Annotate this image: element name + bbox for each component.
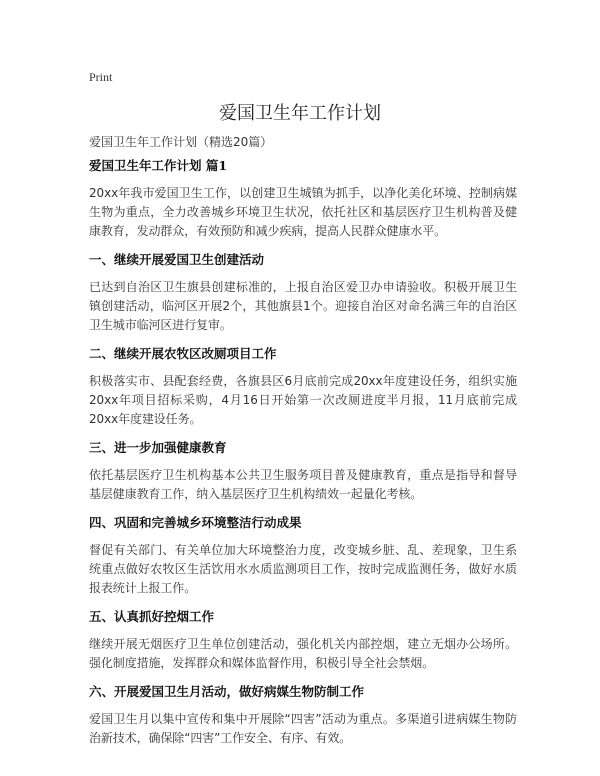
- section-body-5: 继续开展无烟医疗卫生单位创建活动，强化机关内部控烟，建立无烟办公场所。强化制度措施，发挥群众和媒体监督作用，积极引导全社会禁烟。: [89, 637, 517, 670]
- section-body-2: 积极落实市、县配套经费，各旗县区6月底前完成20xx年度建设任务，组织实施20xx年项目招标采购，4月16日开始第一次改厕进度半月报，11月底前完成20xx年度建设任务。: [89, 374, 517, 426]
- section-heading-3: 三、进一步加强健康教育: [89, 440, 227, 455]
- section-heading-4: 四、巩固和完善城乡环境整洁行动成果: [89, 515, 302, 530]
- section-heading-1: 一、继续开展爱国卫生创建活动: [89, 252, 265, 267]
- page-title: 爱国卫生年工作计划: [219, 103, 381, 124]
- section-body-4: 督促有关部门、有关单位加大环境整治力度，改变城乡脏、乱、差现象，卫生系统重点做好农牧区生活饮用水水质监测项目工作，按时完成监测任务，做好水质报表统计上报工作。: [89, 543, 517, 595]
- print-link[interactable]: Print: [89, 70, 113, 84]
- section-body-1: 已达到自治区卫生旗县创建标准的，上报自治区爱卫办申请验收。积极开展卫生镇创建活动，临河区开展2个，其他旗县1个。迎接自治区对命名满三年的自治区卫生城市临河区进行复审。: [89, 280, 517, 332]
- intro-paragraph: 20xx年我市爱国卫生工作，以创建卫生城镇为抓手，以净化美化环境、控制病媒生物为重点，全力改善城乡环境卫生状况，依托社区和基层医疗卫生机构普及健康教育，发动群众，有效预防和减少疾病，提高人民群众健康水平。: [89, 186, 517, 238]
- document-subtitle: 爱国卫生年工作计划（精选20篇）: [89, 135, 273, 149]
- chapter-heading: 爱国卫生年工作计划 篇1: [89, 158, 228, 173]
- section-body-3: 依托基层医疗卫生机构基本公共卫生服务项目普及健康教育，重点是指导和督导基层健康教育工作，纳入基层医疗卫生机构绩效一起量化考核。: [89, 468, 517, 501]
- section-body-6: 爱国卫生月以集中宣传和集中开展除“四害”活动为重点。多渠道引进病媒生物防治新技术，确保除“四害”工作安全、有序、有效。: [89, 712, 517, 745]
- document-body: [89, 157, 517, 758]
- section-heading-5: 五、认真抓好控烟工作: [89, 609, 215, 624]
- section-heading-2: 二、继续开展农牧区改厕项目工作: [89, 346, 277, 361]
- section-heading-6: 六、开展爱国卫生月活动，做好病媒生物防制工作: [89, 684, 365, 699]
